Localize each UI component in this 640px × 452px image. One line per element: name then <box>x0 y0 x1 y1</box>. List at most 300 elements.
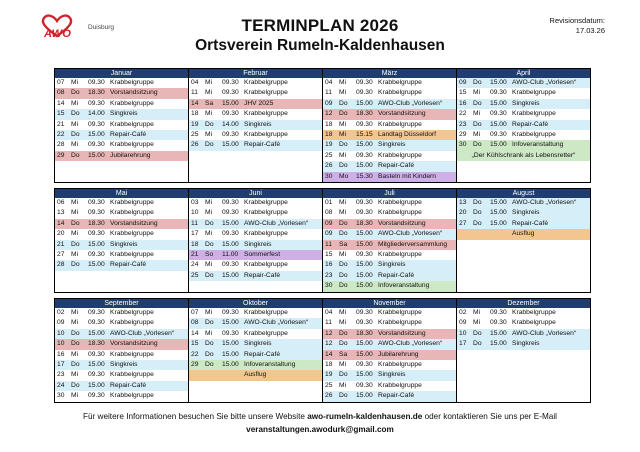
event-weekday: Mi <box>71 350 79 358</box>
empty-row <box>189 161 322 171</box>
event-time: 09.30 <box>222 230 239 238</box>
event-row <box>55 198 188 208</box>
event-weekday: Sa <box>339 350 348 358</box>
event-time: 09.30 <box>490 89 507 97</box>
event-day: 18 <box>191 240 199 248</box>
event-title: AWO-Club „Vorlesen“ <box>244 219 309 227</box>
event-title: Krabbelgruppe <box>110 371 154 379</box>
event-day: 16 <box>459 99 467 107</box>
event-weekday: Mi <box>71 120 79 128</box>
event-row <box>55 391 188 401</box>
footer-text-post: oder kontaktieren Sie uns per E-Mail <box>422 412 558 421</box>
event-weekday: So <box>205 250 214 258</box>
event-title: Krabbelgruppe <box>244 89 288 97</box>
event-weekday: Mi <box>339 309 347 316</box>
event-weekday: Do <box>205 319 214 327</box>
event-title: Krabbelgruppe <box>244 209 288 217</box>
event-row <box>323 381 456 391</box>
event-weekday: Do <box>205 360 214 368</box>
event-time: 15.00 <box>222 219 239 227</box>
event-day: 12 <box>325 329 333 337</box>
event-time: 18.30 <box>356 219 373 227</box>
event-row <box>189 120 322 130</box>
event-time: 15.00 <box>356 271 373 279</box>
event-title: Ausflug <box>512 230 535 238</box>
event-day: 28 <box>57 141 65 149</box>
event-day: 09 <box>325 99 333 107</box>
event-time: 09.30 <box>356 209 373 217</box>
event-time: 14.00 <box>222 120 239 128</box>
event-weekday: Do <box>339 329 348 337</box>
event-time: 18.30 <box>88 219 105 227</box>
month-column <box>457 198 591 292</box>
event-weekday: Do <box>71 151 80 159</box>
event-title: Repair-Café <box>378 162 415 170</box>
month-header: August <box>457 189 591 199</box>
event-time: 15.00 <box>222 319 239 327</box>
event-title: Landtag Düsseldorf <box>378 130 436 138</box>
event-title: Repair-Café <box>244 350 281 358</box>
event-time: 15.00 <box>490 219 507 227</box>
event-row <box>189 78 322 88</box>
event-weekday: Do <box>71 240 80 248</box>
event-weekday: Mi <box>205 89 213 97</box>
event-row <box>323 350 456 360</box>
quarter-1-table <box>54 68 591 183</box>
event-day: 22 <box>459 110 467 118</box>
event-title: Infoveranstaltung <box>378 282 430 290</box>
event-day: 26 <box>191 141 199 149</box>
event-day: 24 <box>57 381 65 389</box>
event-title: Krabbelgruppe <box>378 209 422 217</box>
event-weekday: Mi <box>339 89 347 97</box>
event-time: 09.30 <box>356 151 373 159</box>
event-weekday: Sa <box>205 99 214 107</box>
event-row <box>189 260 322 270</box>
event-weekday: Mi <box>71 309 79 316</box>
empty-row <box>457 240 590 250</box>
event-time: 09.30 <box>222 79 239 86</box>
event-day: 13 <box>459 199 467 206</box>
month-column <box>189 78 323 182</box>
event-row <box>55 260 188 270</box>
event-row <box>189 130 322 140</box>
event-day: 09 <box>57 319 65 327</box>
event-day: 09 <box>325 230 333 238</box>
event-weekday: Mi <box>71 230 79 238</box>
event-time: 18.30 <box>88 340 105 348</box>
event-day: 21 <box>57 240 65 248</box>
empty-row <box>457 360 590 370</box>
event-time: 15.00 <box>490 329 507 337</box>
event-weekday: Mi <box>339 199 347 206</box>
month-column <box>323 198 457 292</box>
event-weekday: Mi <box>71 319 79 327</box>
event-day: 22 <box>191 350 199 358</box>
empty-row <box>189 281 322 291</box>
event-day: 17 <box>57 360 65 368</box>
event-day: 18 <box>325 360 333 368</box>
event-time: 15.00 <box>490 141 507 149</box>
event-row <box>323 250 456 260</box>
event-day: 02 <box>57 309 65 316</box>
event-time: 09.30 <box>356 360 373 368</box>
event-row <box>323 360 456 370</box>
event-time: 11.00 <box>222 250 239 258</box>
event-time: 15.00 <box>490 209 507 217</box>
event-row <box>55 240 188 250</box>
event-day: 25 <box>191 130 199 138</box>
event-day: 18 <box>191 110 199 118</box>
event-title: Repair-Café <box>378 271 415 279</box>
event-row <box>55 339 188 349</box>
event-title: Singkreis <box>512 209 540 217</box>
event-title: Krabbelgruppe <box>378 120 422 128</box>
event-title: Singkreis <box>244 120 272 128</box>
event-weekday: Mi <box>339 120 347 128</box>
event-title: Krabbelgruppe <box>378 199 422 206</box>
event-row <box>189 140 322 150</box>
event-weekday: Mi <box>205 230 213 238</box>
event-time: 15.00 <box>356 392 373 400</box>
event-row <box>189 360 322 370</box>
event-weekday: Mi <box>71 371 79 379</box>
event-weekday: Do <box>339 230 348 238</box>
month-header: Januar <box>55 69 189 79</box>
event-title: Vorstandsitzung <box>110 340 158 348</box>
event-day: 08 <box>191 319 199 327</box>
event-weekday: Mi <box>205 79 213 86</box>
event-row <box>323 318 456 328</box>
event-row <box>55 360 188 370</box>
event-day: 07 <box>57 79 65 86</box>
event-row <box>189 88 322 98</box>
event-row <box>55 78 188 88</box>
event-time: 09.30 <box>222 261 239 269</box>
event-time: 15.00 <box>356 240 373 248</box>
event-row <box>457 78 590 88</box>
event-weekday: Mi <box>339 79 347 86</box>
event-day: 14 <box>57 99 65 107</box>
event-time: 09.30 <box>222 329 239 337</box>
event-time: 09.30 <box>222 199 239 206</box>
event-title: AWO-Club „Vorlesen“ <box>110 329 175 337</box>
event-row <box>189 208 322 218</box>
event-title: Singkreis <box>378 261 406 269</box>
empty-row <box>457 391 590 401</box>
event-row <box>323 329 456 339</box>
event-day: 04 <box>325 309 333 316</box>
event-row <box>189 318 322 328</box>
event-title: Vorstandsitzung <box>378 110 426 118</box>
event-day: 09 <box>459 79 467 86</box>
event-weekday: Sa <box>339 240 348 248</box>
event-row <box>55 308 188 318</box>
event-weekday: Do <box>71 261 80 269</box>
event-row <box>457 219 590 229</box>
event-weekday: Mi <box>473 319 481 327</box>
event-weekday: Mi <box>205 130 213 138</box>
event-weekday: Mi <box>205 209 213 217</box>
event-title: Krabbelgruppe <box>378 79 422 86</box>
event-weekday: Do <box>473 141 482 149</box>
event-title: Basteln mit Kindern <box>378 172 436 180</box>
empty-row <box>457 271 590 281</box>
event-row <box>55 88 188 98</box>
event-weekday: Mi <box>71 199 79 206</box>
event-weekday: Mi <box>205 261 213 269</box>
event-weekday: Do <box>339 282 348 290</box>
month-header: Juli <box>323 189 457 199</box>
event-row <box>323 78 456 88</box>
event-weekday: Do <box>473 79 482 86</box>
empty-row <box>55 281 188 291</box>
empty-row <box>55 271 188 281</box>
event-title: Infoveranstaltung <box>512 141 564 149</box>
event-title: Krabbelgruppe <box>110 99 154 107</box>
event-day: 01 <box>325 199 333 206</box>
event-day: 11 <box>325 89 332 97</box>
event-day: 03 <box>191 199 199 206</box>
event-title: Repair-Café <box>110 130 147 138</box>
event-row <box>55 381 188 391</box>
event-row <box>189 308 322 318</box>
event-day: 10 <box>459 329 467 337</box>
quarter-3-table <box>54 298 591 403</box>
event-time: 09.30 <box>88 120 105 128</box>
event-weekday: Mi <box>71 209 79 217</box>
event-weekday: Do <box>339 141 348 149</box>
footer-text-pre: Für weitere Informationen besuchen Sie bitte unsere Website <box>82 412 308 421</box>
month-column <box>55 78 189 182</box>
event-row <box>189 240 322 250</box>
event-title: Repair-Café <box>512 120 549 128</box>
event-day: 24 <box>191 261 199 269</box>
event-row <box>55 250 188 260</box>
event-day: 17 <box>191 230 199 238</box>
event-time: 09.30 <box>356 250 373 258</box>
event-title: Repair-Café <box>244 141 281 149</box>
event-time: 15.00 <box>222 141 239 149</box>
event-weekday: Do <box>71 329 80 337</box>
event-title: Krabbelgruppe <box>244 199 288 206</box>
event-row <box>323 99 456 109</box>
event-day: 15 <box>191 340 199 348</box>
event-day: 23 <box>325 271 333 279</box>
event-row <box>457 208 590 218</box>
event-time: 09.30 <box>356 381 373 389</box>
event-time: 15.30 <box>356 172 373 180</box>
event-time: 14.00 <box>88 110 105 118</box>
event-row <box>457 109 590 119</box>
event-weekday: Do <box>71 219 80 227</box>
event-title: Vorstandsitzung <box>378 219 426 227</box>
event-row <box>55 219 188 229</box>
event-row <box>323 208 456 218</box>
event-row <box>55 318 188 328</box>
event-time: 15.00 <box>356 230 373 238</box>
event-title: AWO-Club „Vorlesen“ <box>378 99 443 107</box>
event-time: 09.30 <box>222 130 239 138</box>
event-row <box>323 130 456 140</box>
logo-text: AWO <box>44 28 72 40</box>
event-title: Krabbelgruppe <box>244 230 288 238</box>
event-row <box>323 308 456 318</box>
event-day: 29 <box>191 360 199 368</box>
empty-row <box>457 161 590 171</box>
event-title: Krabbelgruppe <box>378 381 422 389</box>
month-header: März <box>323 69 457 79</box>
event-title: Krabbelgruppe <box>244 110 288 118</box>
event-day: 22 <box>57 130 65 138</box>
event-weekday: Do <box>71 89 80 97</box>
event-weekday: Do <box>339 261 348 269</box>
event-time: 15.00 <box>222 99 239 107</box>
event-weekday: Do <box>339 392 348 400</box>
event-time: 09.30 <box>490 130 507 138</box>
event-row <box>323 260 456 270</box>
event-weekday: Do <box>473 340 482 348</box>
footer-website-link[interactable]: awo-rumeln-kaldenhausen.de <box>307 412 423 421</box>
event-weekday: Do <box>339 271 348 279</box>
event-weekday: Mi <box>205 329 213 337</box>
event-row <box>323 219 456 229</box>
event-weekday: Do <box>71 360 80 368</box>
event-row <box>457 99 590 109</box>
event-title: Krabbelgruppe <box>110 250 154 258</box>
event-title: AWO-Club „Vorlesen“ <box>512 199 577 206</box>
event-time: 09.30 <box>356 120 373 128</box>
empty-row <box>55 161 188 171</box>
event-row <box>189 271 322 281</box>
page-title: TERMINPLAN 2026 <box>241 16 399 35</box>
event-title: Singkreis <box>512 99 540 107</box>
event-day: 19 <box>325 371 333 379</box>
event-time: 15.00 <box>490 340 507 348</box>
empty-row <box>189 172 322 182</box>
event-title: Ausflug <box>244 371 267 379</box>
event-weekday: Mi <box>71 79 79 86</box>
event-day: 08 <box>57 89 65 97</box>
event-title: Krabbelgruppe <box>512 89 556 97</box>
event-title: AWO-Club „Vorlesen“ <box>378 340 443 348</box>
month-column <box>55 308 189 402</box>
event-row <box>189 339 322 349</box>
event-time: 15.00 <box>490 120 507 128</box>
event-time: 15.00 <box>356 99 373 107</box>
event-day: 06 <box>57 199 65 206</box>
event-title: Krabbelgruppe <box>378 151 422 159</box>
event-weekday: Mi <box>473 110 481 118</box>
event-day: 12 <box>325 110 333 118</box>
month-column <box>189 198 323 292</box>
event-day: 30 <box>325 172 333 180</box>
event-note: „Der Kühlschrank als Lebensretter“ <box>471 151 576 159</box>
month-column <box>323 308 457 402</box>
logo-city: Duisburg <box>88 24 115 31</box>
event-weekday: Do <box>339 340 348 348</box>
event-day: 07 <box>191 309 199 316</box>
event-time: 15.00 <box>490 79 507 86</box>
event-row <box>55 350 188 360</box>
event-day: 18 <box>325 130 333 138</box>
event-title: Krabbelgruppe <box>110 319 154 327</box>
event-row <box>189 229 322 239</box>
event-row <box>55 140 188 150</box>
revision-date: 17.03.26 <box>575 26 605 35</box>
event-time: 15.00 <box>222 350 239 358</box>
event-time: 09.30 <box>88 350 105 358</box>
event-row <box>457 339 590 349</box>
event-row <box>457 88 590 98</box>
event-weekday: Mi <box>339 209 347 217</box>
event-row <box>189 219 322 229</box>
event-title: Krabbelgruppe <box>512 309 556 316</box>
event-title: Krabbelgruppe <box>110 350 154 358</box>
event-weekday: Do <box>71 381 80 389</box>
event-weekday: Mi <box>71 392 79 400</box>
month-header: April <box>457 69 591 79</box>
event-time: 09.30 <box>88 371 105 379</box>
event-row <box>55 370 188 380</box>
event-title: Krabbelgruppe <box>110 141 154 149</box>
event-weekday: Do <box>473 99 482 107</box>
event-time: 09.30 <box>222 209 239 217</box>
footer-email-link[interactable]: veranstaltungen.awodurk@gmail.com <box>246 425 394 434</box>
event-day: 11 <box>325 240 332 248</box>
event-title: Krabbelgruppe <box>110 230 154 238</box>
event-day: 28 <box>57 261 65 269</box>
event-title: Singkreis <box>378 371 406 379</box>
event-day: 25 <box>191 271 199 279</box>
event-time: 09.30 <box>490 309 507 316</box>
event-title: Krabbelgruppe <box>512 130 556 138</box>
event-title: Krabbelgruppe <box>110 79 154 86</box>
event-row <box>55 99 188 109</box>
event-time: 09.30 <box>88 392 105 400</box>
event-row <box>323 391 456 401</box>
event-title: Vorstandsitzung <box>378 329 426 337</box>
event-time: 09.30 <box>88 209 105 217</box>
event-time: 15.00 <box>88 130 105 138</box>
event-day: 13 <box>57 209 65 217</box>
event-day: 17 <box>459 340 467 348</box>
event-row <box>55 208 188 218</box>
event-title: Krabbelgruppe <box>110 309 154 316</box>
event-day: 16 <box>57 350 65 358</box>
event-day: 23 <box>57 371 65 379</box>
event-row <box>323 109 456 119</box>
event-title: Krabbelgruppe <box>244 79 288 86</box>
event-time: 15.00 <box>88 240 105 248</box>
event-title: Krabbelgruppe <box>110 392 154 400</box>
event-day: 15 <box>459 89 467 97</box>
event-day: 10 <box>57 329 65 337</box>
month-header: Februar <box>189 69 323 79</box>
event-title: Singkreis <box>512 340 540 348</box>
event-time: 18.30 <box>88 89 105 97</box>
event-row <box>457 308 590 318</box>
event-day: 20 <box>57 230 65 238</box>
event-title: Krabbelgruppe <box>110 199 154 206</box>
event-row <box>457 198 590 208</box>
event-weekday: Mi <box>339 319 347 327</box>
event-title: Krabbelgruppe <box>244 261 288 269</box>
event-day: 11 <box>191 89 198 97</box>
event-weekday: Do <box>339 110 348 118</box>
event-day: 04 <box>325 79 333 86</box>
event-time: 15.00 <box>222 271 239 279</box>
